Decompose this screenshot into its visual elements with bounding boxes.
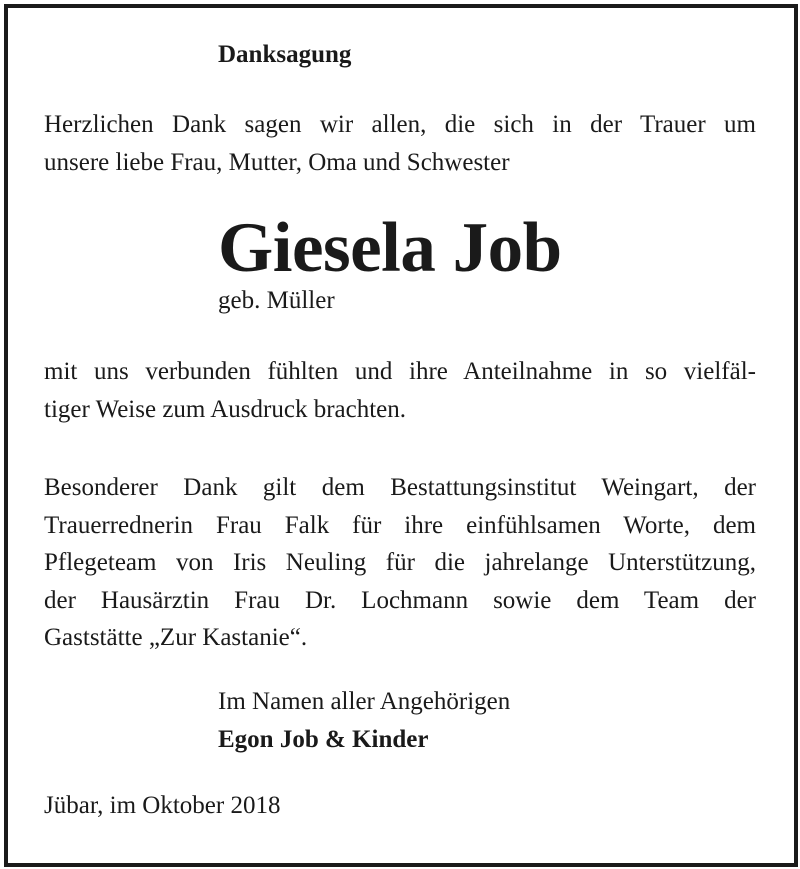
thanks-line: Trauerrednerin Frau Falk für ihre einfühlsamen Worte, dem [44, 511, 756, 539]
intro-line: unsere liebe Frau, Mutter, Oma und Schwester [44, 148, 510, 176]
middle-paragraph [44, 353, 756, 428]
middle-line: mit uns verbunden fühlten und ihre Anteilnahme in so vielfäl- [44, 358, 756, 385]
thanks-line: Gaststätte „Zur Kastanie“. [44, 624, 308, 651]
maiden-name: geb. Müller [218, 287, 335, 314]
notice-heading: Danksagung [218, 41, 352, 68]
thanks-paragraph [44, 469, 756, 657]
intro-paragraph [44, 106, 756, 181]
middle-line: tiger Weise zum Ausdruck brachten. [44, 395, 406, 423]
thanks-line: Pflegeteam von Iris Neuling für die jahrelange Unterstützung, [44, 549, 756, 576]
signature-names: Egon Job & Kinder [218, 726, 429, 753]
deceased-name: Giesela Job [218, 209, 562, 287]
place-date: Jübar, im Oktober 2018 [44, 792, 281, 819]
thanks-line: der Hausärztin Frau Dr. Lochmann sowie dem Team der [44, 586, 756, 614]
signature-intro: Im Namen aller Angehörigen [218, 688, 511, 715]
intro-line: Herzlichen Dank sagen wir allen, die sich in der Trauer um [44, 111, 756, 138]
thanks-line: Besonderer Dank gilt dem Bestattungsinstitut Weingart, der [44, 474, 756, 501]
